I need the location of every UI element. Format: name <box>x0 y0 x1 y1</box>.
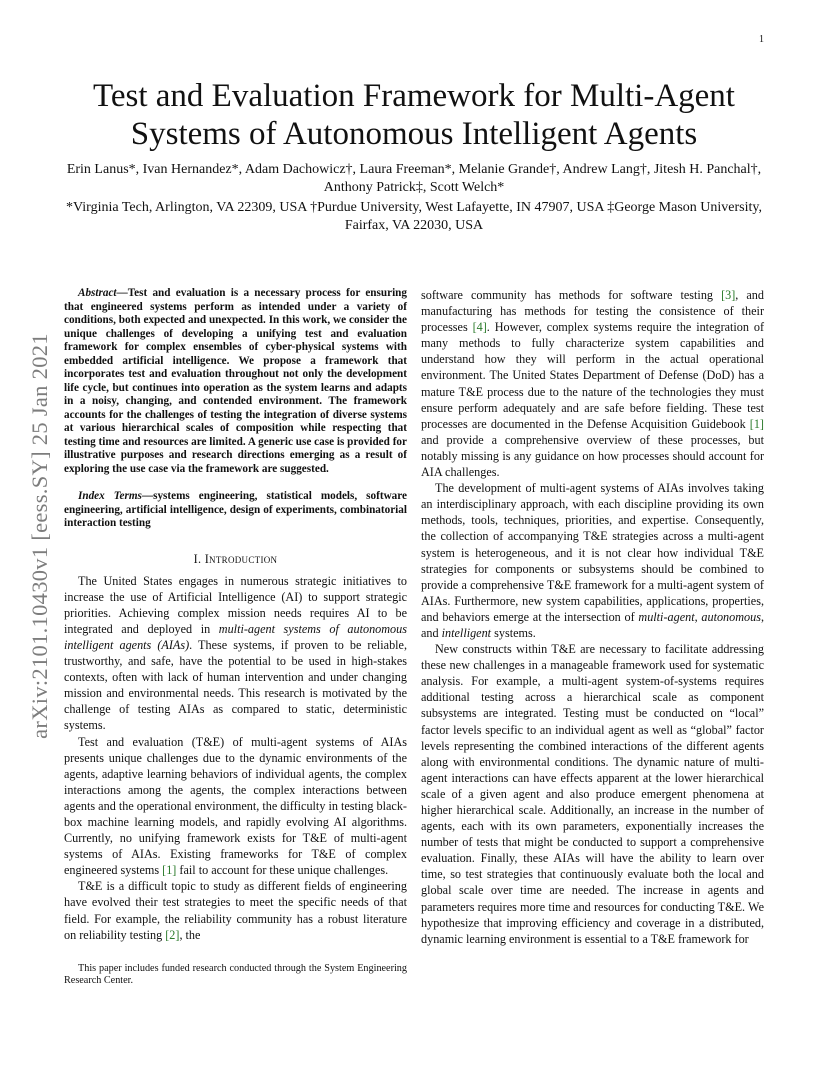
author-list: Erin Lanus*, Ivan Hernandez*, Adam Dachowicz†, Laura Freeman*, Melanie Grande†, Andrew Lang†, Jitesh H. Panchal†, Anthony Patrick‡, Scott Welch* <box>66 162 762 195</box>
right-p2-text-c: , and <box>421 609 765 640</box>
intro-p3-text-b: , the <box>179 927 201 942</box>
affiliation-list: *Virginia Tech, Arlington, VA 22309, USA †Purdue University, West Lafayette, IN 47907, USA ‡George Mason University, Fairfax, VA 22030, USA <box>66 200 762 233</box>
right-p2-text-a: The development of multi-agent systems of AIAs involves taking an interdisciplinary approach, with each discipline providing its own methods, tools, techniques, priorities, and expertise. Consequently, the collection of accompanying T&E strategies across a multi-agent system is heterogeneous, and it is not clear how individual T&E strategies for components or subsystems should be combined to provide a comprehensive T&E framework for a multi-agent system of AIAs. Furthermore, new system capabilities, applications, properties, and behaviors emerge at the intersection of <box>421 481 764 624</box>
right-p2-emphasis-2: autonomous <box>701 609 761 624</box>
paper-title: Test and Evaluation Framework for Multi-Agent Systems of Autonomous Intelligent Agents <box>93 78 735 152</box>
right-paragraph-2 <box>421 480 764 641</box>
citation-link[interactable]: [1] <box>749 416 764 431</box>
abstract <box>64 287 407 476</box>
right-column <box>421 287 764 947</box>
intro-p1-emphasis: multi-agent systems of autonomous intelligent agents (AIAs) <box>64 621 407 652</box>
right-p1-text-c: . However, complex systems require the integration of many methods to fully characterize system capabilities and understand how they will perform in the actual operational environment. The United States Department of Defense (DoD) has a mature T&E process due to the nature of the technologies they must ensure perform adequately and are safe before fielding. These test processes are documented in the Defense Acquisition Guidebook <box>421 320 765 431</box>
right-paragraph-3: New constructs within T&E are necessary to facilitate addressing these new challenges in a manageable framework used for systematic analysis. For example, a multi-agent system-of-systems requires additional testing across a hierarchical scale as component subsystems are integrated. Testing must be conducted on “local” factor levels specific to an individual agent as well as “global” factor levels representing the combined interactions of the different agents along with environmental conditions. The dynamic nature of multi-agent interactions can have effects apparent at the lower hierarchical scale of a given agent and also produce emergent phenomena at higher hierarchical scale. Additionally, an increase in the number of agents, each with its own parameters, exponentially increases the number of tests that might be conducted to support a comprehensive evaluation. Finally, these AIAs will have the ability to learn over time, so test strategies that continuously evaluate both the local and global scale over time are needed. The increase in agents and parameters requires more time and resources for conducting T&E. We hypothesize that improving efficiency and coverage in a distributed, dynamic learning environment is essential to a T&E framework for <box>421 642 764 946</box>
intro-p2-text-a: Test and evaluation (T&E) of multi-agent systems of AIAs presents unique challenges due to the dynamic environments of the agents, adaptive learning behaviors of individual agents, the complex interactions among the agents, the complex interactions between agents and the operational environment, the difficulty in testing black-box machine learning models, and rapidly evolving AI algorithms. Currently, no unifying framework exists for T&E of multi-agent systems of AIAs. Existing frameworks for T&E of complex engineered systems <box>64 734 407 878</box>
citation-link[interactable]: [3] <box>721 288 736 302</box>
intro-paragraph-2 <box>64 734 407 879</box>
abstract-text: —Test and evaluation is a necessary process for ensuring that engineered systems perform as intended under a variety of conditions, both expected and unexpected. In this work, we consider the unique challenges of developing a unifying test and evaluation framework for complex ensembles of cyber-physical systems with embedded artificial intelligence. We propose a framework that incorporates test and evaluation throughout not only the development life cycle, but continues into operation as the system learns and adapts in a noisy, changing, and contended environment. The framework accounts for the challenges of testing the integration of diverse systems at various hierarchical scales of composition while respecting that testing time and resources are limited. A generic use case is provided for illustrative purposes and research directions emerging as a result of exploring the use case via the framework are suggested. <box>64 287 407 475</box>
left-column <box>64 287 407 987</box>
index-terms-lead: Index Terms <box>78 490 142 502</box>
intro-p2-text-b: fail to account for these unique challenges. <box>176 863 389 878</box>
right-paragraph-1 <box>421 287 764 480</box>
intro-p1-text-a: The United States engages in numerous strategic initiatives to increase the use of Artificial Intelligence (AI) to support strategic priorities. Achieving complex mission needs requires AI to be integrated and deployed in <box>64 573 407 636</box>
page-number: 1 <box>759 34 764 45</box>
citation-link[interactable]: [1] <box>162 863 177 878</box>
right-p1-text-a: software community has methods for software testing <box>421 288 722 302</box>
right-p1-text-b: , and manufacturing has methods for testing the consistence of their processes <box>421 288 764 335</box>
arxiv-stamp <box>20 286 60 786</box>
citation-link[interactable]: [2] <box>165 927 180 942</box>
abstract-lead: Abstract <box>78 287 117 299</box>
index-terms <box>64 490 407 531</box>
right-p1-text-d: and provide a comprehensive overview of these processes, but notably missing is any guidance on how processes should account for AIA challenges. <box>421 432 764 480</box>
arxiv-stamp-text: arXiv:2101.10430v1 [eess.SY] 25 Jan 2021 <box>27 333 52 739</box>
intro-paragraph-1 <box>64 573 407 734</box>
section-heading-introduction: I. Introduction <box>193 551 278 566</box>
right-p2-emphasis-1: multi-agent <box>638 609 695 624</box>
right-p2-emphasis-3: intelligent <box>441 625 492 640</box>
paper-header <box>64 77 764 235</box>
intro-paragraph-3 <box>64 878 407 942</box>
right-p2-text-b: , <box>694 609 702 624</box>
right-p2-text-d: systems. <box>491 625 536 640</box>
citation-link[interactable]: [4] <box>472 320 487 335</box>
intro-p3-text-a: T&E is a difficult topic to study as different fields of engineering have evolved their test strategies to meet the specific needs of that field. For example, the reliability community has a robust literature on reliability testing <box>64 879 407 942</box>
funding-footnote: This paper includes funded research conducted through the System Engineering Research Center. <box>64 962 407 986</box>
intro-p1-text-b: . These systems, if proven to be reliable, trustworthy, and safe, have the potential to be used in high-stakes contexts, often with lack of human intervention and under changing mission and environmental needs. This research is motivated by the challenge of testing AIAs as compared to static, deterministic systems. <box>64 637 408 733</box>
index-terms-text: —systems engineering, statistical models, software engineering, artificial intelligence, design of experiments, combinatorial interaction testing <box>64 490 407 529</box>
